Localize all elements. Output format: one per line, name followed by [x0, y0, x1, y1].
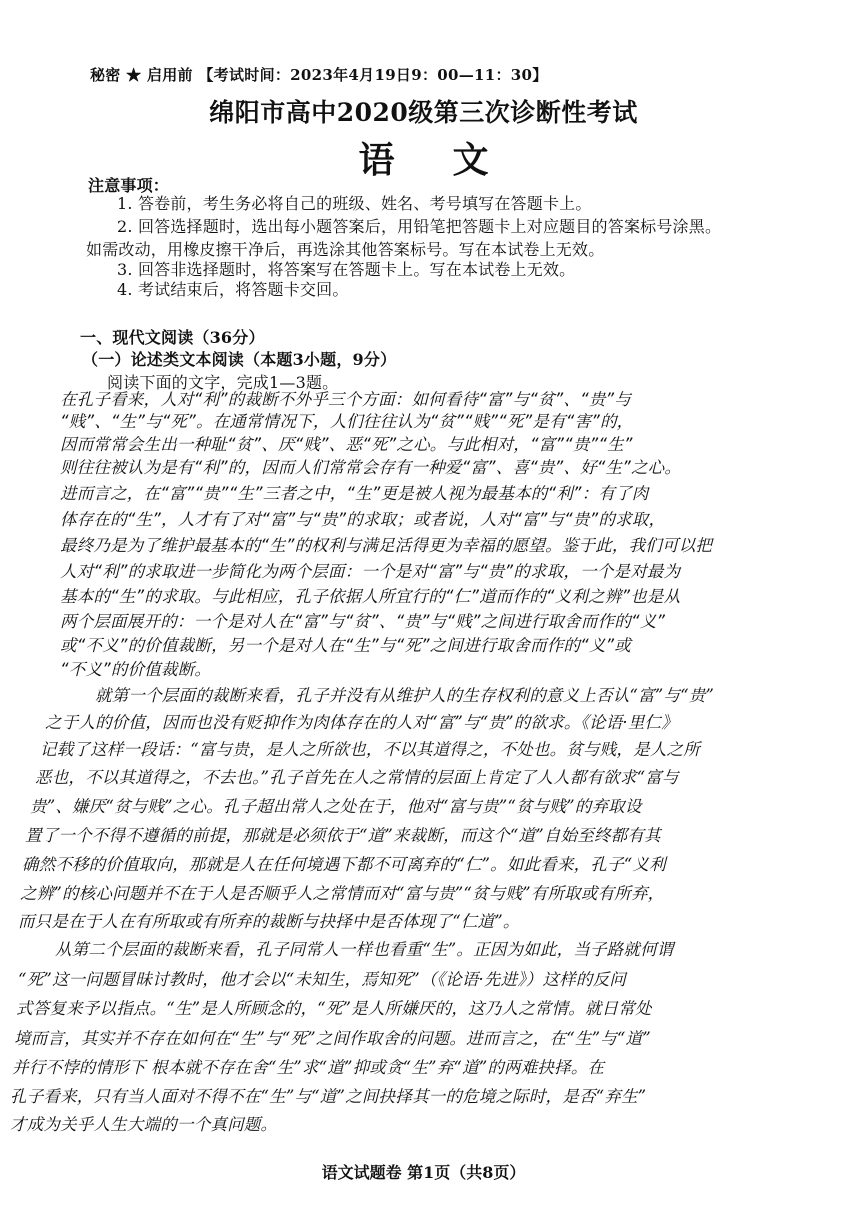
- passage-line: 恶也，不以其道得之，不去也。”孔子首先在人之常情的层面上肯定了人人都有欲求“富与: [35, 768, 679, 787]
- confidential-notice: 秘密 ★ 启用前 【考试时间：2023年4月19日9：00—11：30】: [90, 66, 548, 84]
- passage-line: 置了一个不得不遵循的前提，那就是必须依于“道”来裁断，而这个“道”自始至终都有其: [25, 826, 661, 845]
- note-item: 如需改动，用橡皮擦干净后，再选涂其他答案标号。写在本试卷上无效。: [86, 240, 605, 259]
- passage-line: 则往往被认为是有“利”的，因而人们常常会存有一种爱“富”、喜“贵”、好“生”之心。: [60, 458, 682, 477]
- note-item: 1. 答卷前，考生务必将自己的班级、姓名、考号填写在答题卡上。: [117, 194, 592, 213]
- passage-line: 之于人的价值，因而也没有贬抑作为肉体存在的人对“富”与“贵”的欲求。《论语·里仁》: [45, 713, 678, 732]
- passage-line: 境而言，其实并不存在如何在“生”与“死”之间作取舍的问题。进而言之，在“生”与“道”: [14, 1029, 651, 1048]
- passage-line: 在孔子看来，人对“利”的裁断不外乎三个方面：如何看待“富”与“贫”、“贵”与: [60, 390, 631, 409]
- passage-line: 而只是在于人在有所取或有所弃的裁断与抉择中是否体现了“仁道”。: [18, 912, 520, 931]
- note-item: 2. 回答选择题时，选出每小题答案后，用铅笔把答题卡上对应题目的答案标号涂黑。: [117, 217, 722, 236]
- passage-line: 或“不义”的价值裁断，另一个是对人在“生”与“死”之间进行取舍而作的“义”或: [60, 636, 631, 655]
- passage-line: 最终乃是为了维护最基本的“生”的权利与满足活得更为幸福的愿望。鉴于此，我们可以把: [60, 536, 713, 555]
- passage-line: “不义”的价值裁断。: [60, 660, 212, 679]
- passage-line: 基本的“生”的求取。与此相应，孔子依据人所宜行的“仁”道而作的“义利之辨”也是从: [60, 587, 681, 606]
- note-item: 4. 考试结束后，将答题卡交回。: [117, 280, 349, 299]
- page-footer: 语文试题卷 第1页（共8页）: [321, 1163, 526, 1182]
- section-subtitle: （一）论述类文本阅读（本题3小题，9分）: [82, 350, 397, 369]
- passage-line: 之辨”的核心问题并不在于人是否顺乎人之常情而对“富与贵”“贫与贱”有所取或有所弃，: [20, 884, 665, 903]
- section-title: 一、现代文阅读（36分）: [80, 328, 265, 347]
- passage-line: 确然不移的价值取向，那就是人在任何境遇下都不可离弃的“仁”。如此看来，孔子“义利: [22, 855, 666, 874]
- passage-line: “死”这一问题冒昧讨教时，他才会以“未知生，焉知死”（《论语·先进》）这样的反问: [18, 970, 626, 989]
- passage-line: 孔子看来，只有当人面对不得不在“生”与“道”之间抉择其一的危境之际时，是否“弃生”: [10, 1087, 647, 1106]
- section-instruction: 阅读下面的文字，完成1—3题。: [107, 373, 339, 392]
- note-item: 3. 回答非选择题时，将答案写在答题卡上。写在本试卷上无效。: [117, 260, 576, 279]
- passage-line: “贱”、“生”与“死”。在通常情况下，人们往往认为“贫”“贱”“死”是有“害”的，: [60, 412, 634, 431]
- exam-title: 绵阳市高中2020级第三次诊断性考试: [209, 98, 638, 127]
- passage-line: 因而常常会生出一种耻“贫”、厌“贱”、恶“死”之心。与此相对，“富”“贵”“生”: [60, 435, 633, 454]
- passage-line: 从第二个层面的裁断来看，孔子同常人一样也看重“生”。正因为如此，当子路就何谓: [55, 940, 674, 959]
- passage-line: 式答复来予以指点。“生”是人所顾念的，“死”是人所嫌厌的，这乃人之常情。就日常处: [16, 999, 652, 1018]
- passage-line: 记载了这样一段话：“富与贵，是人之所欲也，不以其道得之，不处也。贫与贱，是人之所: [40, 740, 700, 759]
- passage-line: 体存在的“生”，人才有了对“富”与“贵”的求取；或者说，人对“富”与“贵”的求取，: [60, 510, 666, 529]
- passage-line: 两个层面展开的：一个是对人在“富”与“贫”、“贵”与“贱”之间进行取舍而作的“义”: [60, 612, 666, 631]
- subject-title: 语文: [358, 139, 547, 181]
- passage-line: 就第一个层面的裁断来看，孔子并没有从维护人的生存权利的意义上否认“富”与“贵”: [95, 686, 715, 705]
- passage-line: 才成为关乎人生大端的一个真问题。: [10, 1115, 278, 1134]
- passage-line: 贵”、嫌厌“贫与贱”之心。孔子超出常人之处在于，他对“富与贵”“贫与贱”的弃取设: [30, 797, 642, 816]
- passage-line: 人对“利”的求取进一步简化为两个层面：一个是对“富”与“贵”的求取，一个是对最为: [60, 562, 681, 581]
- notes-heading: 注意事项：: [88, 176, 170, 195]
- passage-line: 进而言之，在“富”“贵”“生”三者之中，“生”更是被人视为最基本的“利”：有了肉: [60, 484, 649, 503]
- passage-line: 并行不悖的情形下 根本就不存在舍“生”求“道”抑或贪“生”弃“道”的两难抉择。在: [12, 1058, 605, 1077]
